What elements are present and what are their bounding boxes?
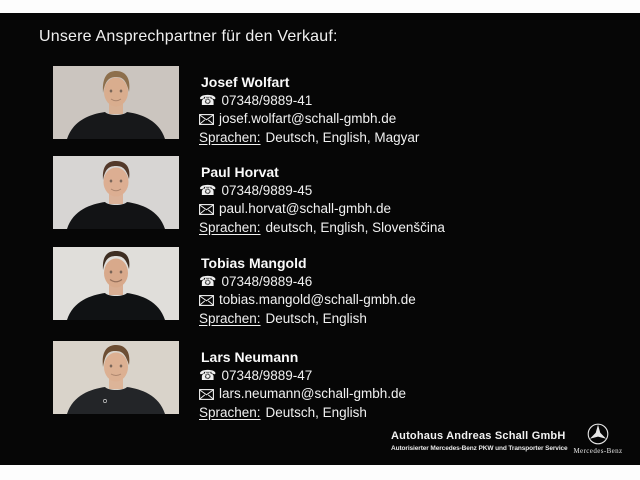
phone-icon: ☎ (199, 92, 217, 109)
contact-languages-line (199, 310, 416, 329)
portrait-illustration (53, 341, 179, 414)
contact-languages-line (199, 129, 419, 148)
languages-value: Deutsch, English (265, 310, 367, 326)
three-pointed-star (590, 425, 606, 439)
brand-wordmark: Mercedes-Benz (573, 447, 623, 455)
languages-label: Sprachen: (199, 310, 261, 326)
left-eye (110, 180, 113, 183)
right-eye (120, 90, 123, 93)
contact-info (199, 348, 406, 422)
contact-email-line (199, 200, 445, 219)
phone-number: 07348/9889-45 (221, 182, 313, 198)
email-icon (199, 389, 214, 400)
right-eye (120, 180, 123, 183)
contact-email-line (199, 291, 416, 310)
contact-name: Paul Horvat (201, 164, 279, 180)
email-address: lars.neumann@schall-gmbh.de (219, 386, 407, 401)
phone-number: 07348/9889-46 (221, 273, 313, 289)
face (104, 168, 129, 197)
face (104, 353, 128, 382)
contact-phone-line (199, 92, 419, 111)
mercedes-brand (567, 423, 629, 455)
email-address: tobias.mangold@schall-gmbh.de (219, 292, 416, 307)
face (104, 78, 128, 107)
mercedes-star-icon (587, 423, 609, 445)
contact-card (0, 247, 640, 327)
contact-card (0, 341, 640, 421)
portrait-illustration (53, 247, 179, 320)
email-icon (199, 204, 214, 215)
languages-label: Sprachen: (199, 129, 261, 145)
contact-phone-line (199, 273, 416, 292)
left-eye (110, 90, 113, 93)
contact-info (199, 254, 416, 328)
phone-icon: ☎ (199, 367, 217, 384)
contact-name: Josef Wolfart (201, 74, 290, 90)
email-address: paul.horvat@schall-gmbh.de (219, 201, 392, 216)
contact-photo (53, 341, 179, 414)
contact-phone-line (199, 182, 445, 201)
left-eye (110, 271, 113, 274)
email-icon (199, 295, 214, 306)
contact-info (199, 73, 419, 147)
email-address: josef.wolfart@schall-gmbh.de (219, 111, 397, 126)
contact-card (0, 66, 640, 146)
left-eye (110, 365, 113, 368)
languages-value: deutsch, English, Slovenščina (265, 219, 445, 235)
right-eye (120, 365, 123, 368)
contact-photo (53, 247, 179, 320)
contact-phone-line (199, 367, 406, 386)
contact-email-line (199, 110, 419, 129)
languages-label: Sprachen: (199, 404, 261, 420)
portrait-illustration (53, 156, 179, 229)
contact-languages-line (199, 404, 406, 423)
phone-icon: ☎ (199, 273, 217, 290)
contact-card (0, 156, 640, 236)
footer (391, 430, 568, 452)
dealer-name: Autohaus Andreas Schall GmbH (391, 430, 566, 442)
contact-photo (53, 66, 179, 139)
contact-email-line (199, 385, 406, 404)
page-title: Unsere Ansprechpartner für den Verkauf: (39, 28, 338, 45)
contact-info (199, 163, 445, 237)
dealer-subtitle: Autorisierter Mercedes-Benz PKW und Transporter Service (391, 445, 568, 452)
phone-number: 07348/9889-47 (221, 367, 313, 383)
face (104, 259, 128, 288)
languages-label: Sprachen: (199, 219, 261, 235)
contact-languages-line (199, 219, 445, 238)
phone-number: 07348/9889-41 (221, 92, 313, 108)
email-icon (199, 114, 214, 125)
contact-photo (53, 156, 179, 229)
right-eye (120, 271, 123, 274)
portrait-illustration (53, 66, 179, 139)
contact-name: Tobias Mangold (201, 255, 307, 271)
contact-name: Lars Neumann (201, 349, 299, 365)
phone-icon: ☎ (199, 182, 217, 199)
languages-value: Deutsch, English (265, 404, 367, 420)
languages-value: Deutsch, English, Magyar (265, 129, 420, 145)
